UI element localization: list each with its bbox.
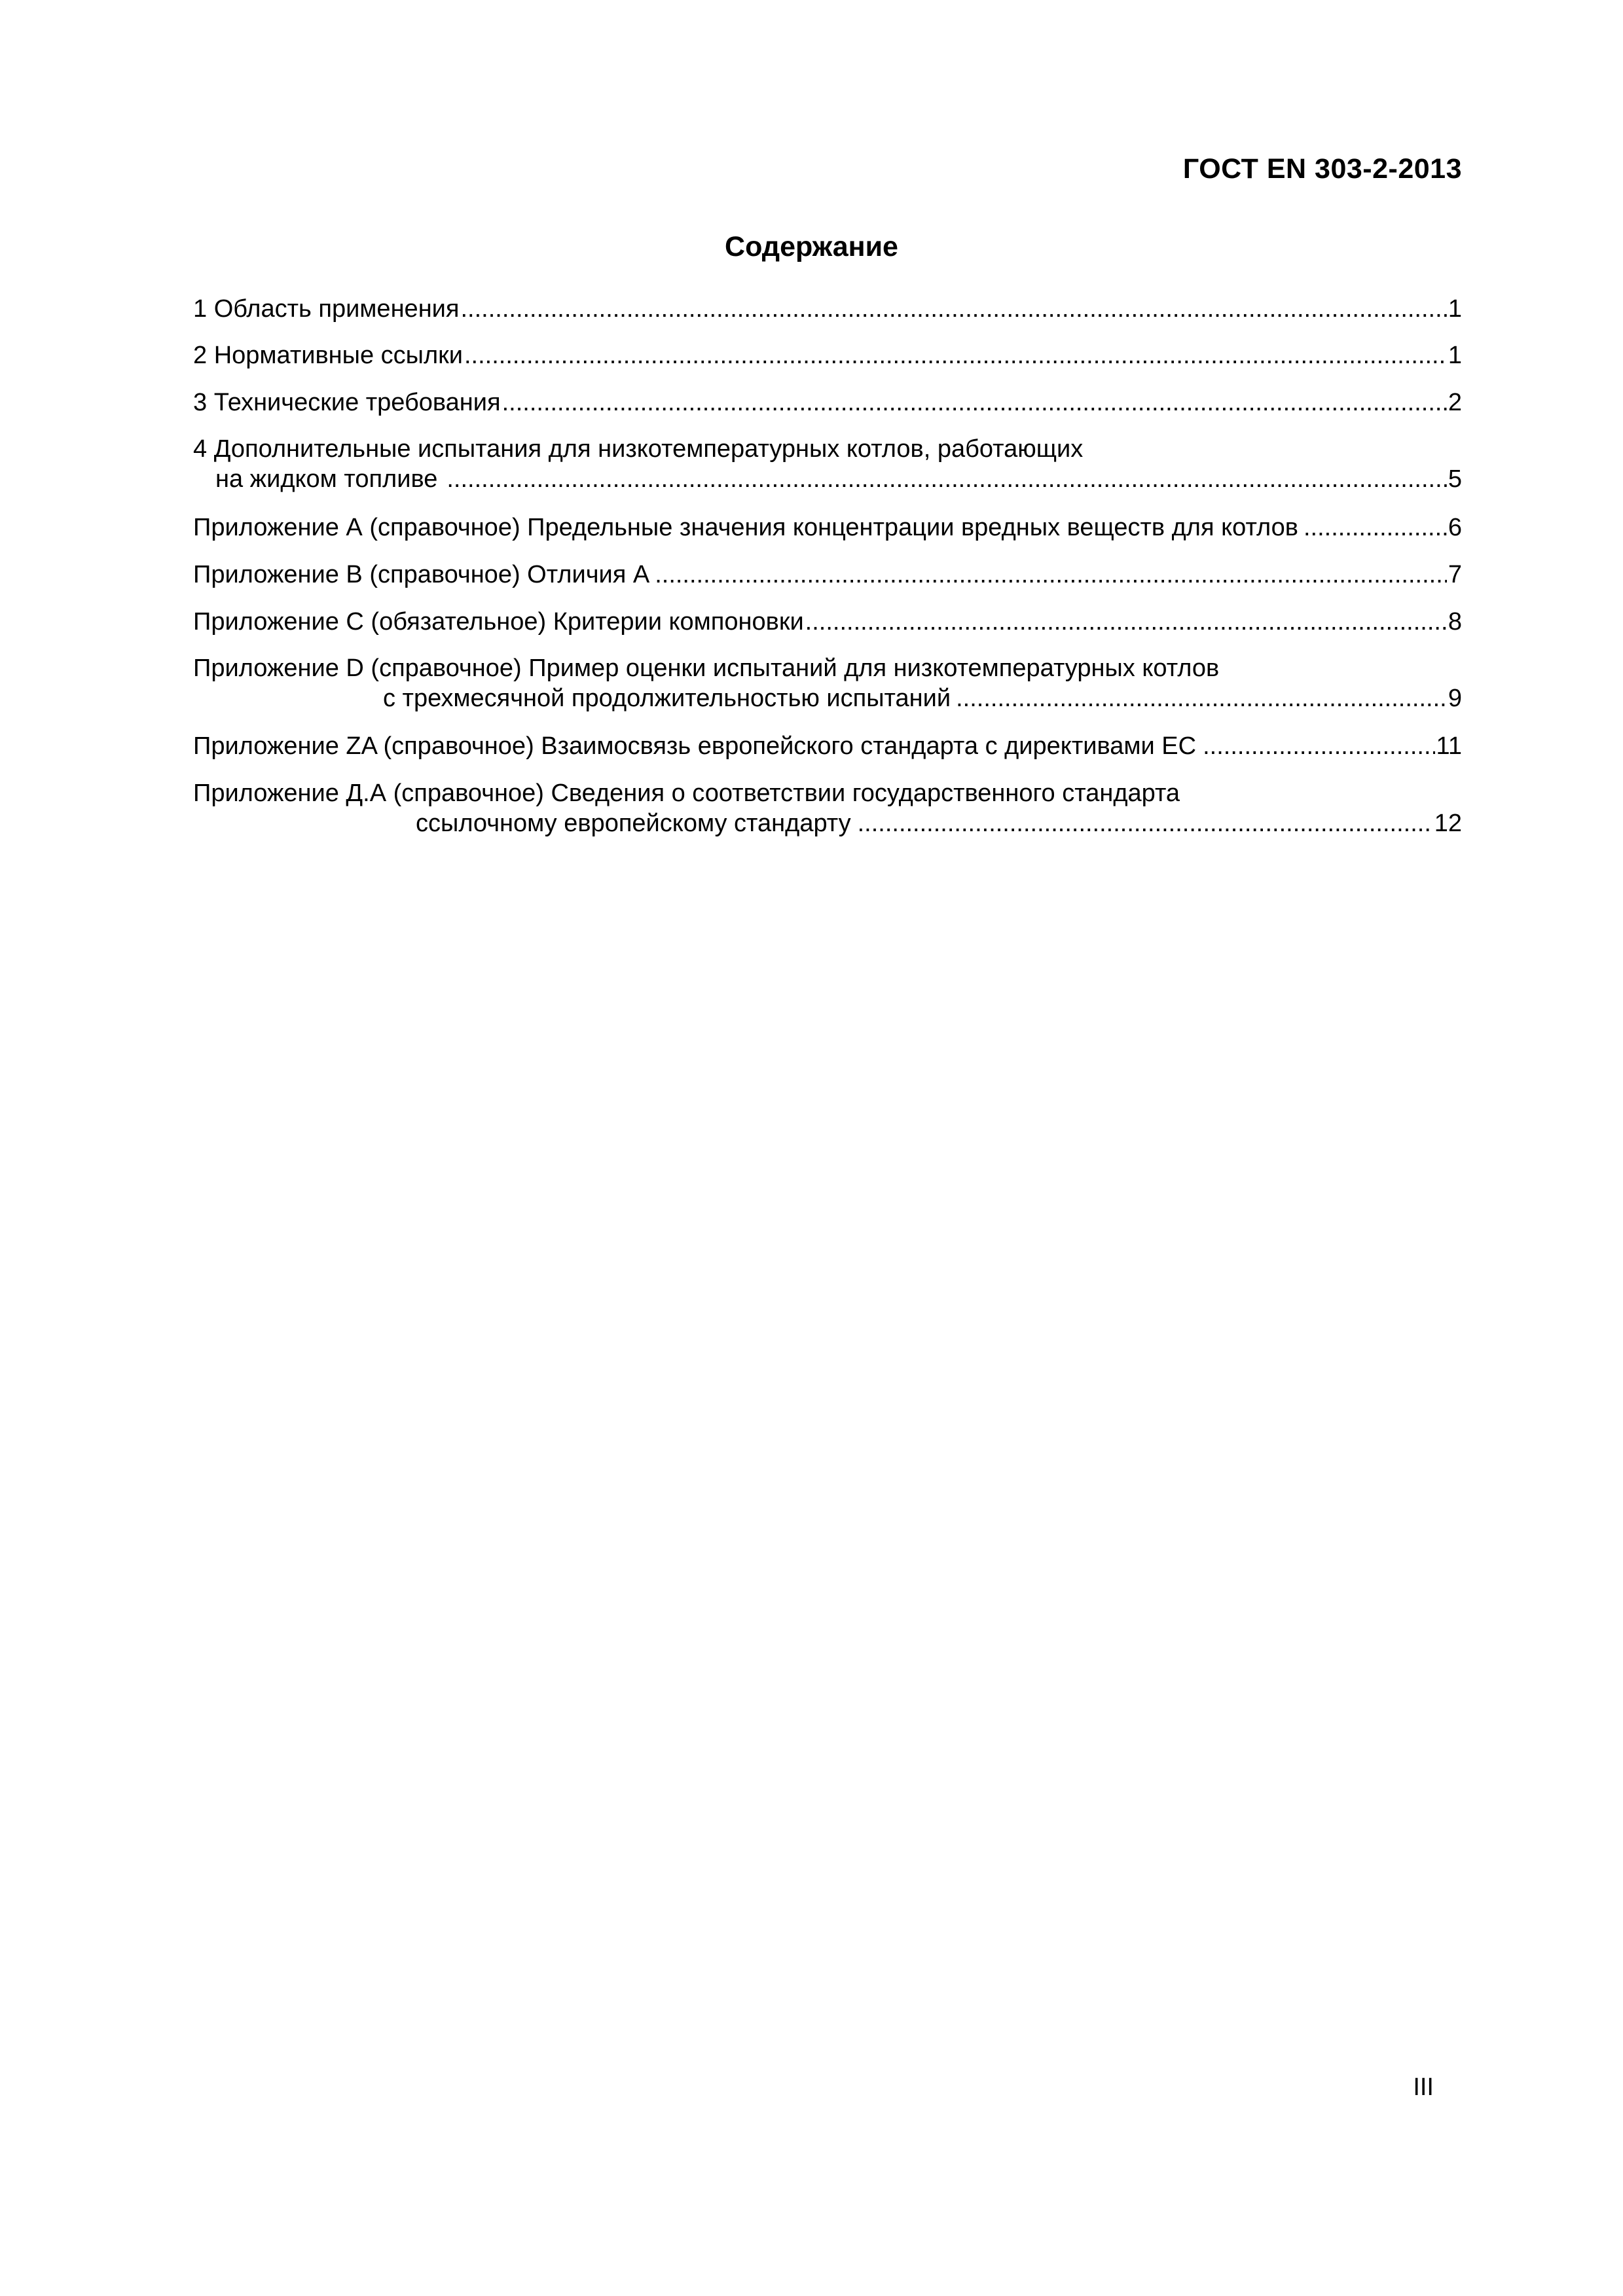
- toc-entry-page: 12: [1434, 810, 1462, 837]
- toc-entry-line: [193, 340, 1462, 370]
- toc-entry-title: Приложение ZA (справочное) Взаимосвязь европейского стандарта с директивами ЕС: [193, 732, 1197, 760]
- toc-entry-page: 7: [1448, 561, 1462, 588]
- toc-entry-title-line1: Приложение D (справочное) Пример оценки испытаний для низкотемпературных котлов: [193, 655, 1220, 682]
- toc-entry-title: Приложение С (обязательное) Критерии компоновки: [193, 608, 804, 636]
- toc-dot-leader: [805, 607, 1447, 637]
- toc-entry-line: [193, 607, 1462, 637]
- toc-entry-page: 8: [1448, 608, 1462, 636]
- toc-entry[interactable]: [193, 294, 1462, 324]
- toc-title: Содержание: [725, 231, 898, 262]
- toc-entry-line: [193, 808, 1462, 838]
- toc-dot-leader: [858, 808, 1433, 838]
- toc-entry-line: [193, 512, 1462, 543]
- toc-entry[interactable]: [193, 778, 1462, 838]
- toc-entry[interactable]: [193, 560, 1462, 590]
- toc-entry-title: Приложение В (справочное) Отличия А: [193, 561, 650, 588]
- toc-dot-leader: [1203, 731, 1434, 761]
- toc-entry[interactable]: [193, 731, 1462, 761]
- page-number: III: [1413, 2073, 1434, 2101]
- toc-entry-line: [193, 731, 1462, 761]
- toc-entry-page: 5: [1448, 465, 1462, 493]
- toc-entry-title: 3 Технические требования: [193, 389, 501, 416]
- toc-entry-title-line1: 4 Дополнительные испытания для низкотемпературных котлов, работающих: [193, 435, 1084, 463]
- toc-entry-title: на жидком топливе: [215, 465, 438, 493]
- toc-entry-page: 6: [1448, 514, 1462, 541]
- toc-entry[interactable]: [193, 340, 1462, 370]
- toc-entry-page: 1: [1448, 295, 1462, 323]
- toc-entry[interactable]: [193, 434, 1462, 494]
- toc-entry-page: 11: [1436, 732, 1462, 760]
- toc-entry[interactable]: [193, 512, 1462, 543]
- toc-entry-line: [193, 464, 1462, 494]
- toc-entry-line: [193, 560, 1462, 590]
- toc-entry-title: с трехмесячной продолжительностью испытаний: [383, 685, 951, 712]
- toc-entry-title-line1: Приложение Д.А (справочное) Сведения о соответствии государственного стандарта: [193, 780, 1180, 807]
- toc-entry-page: 1: [1448, 342, 1462, 369]
- document-code: ГОСТ EN 303-2-2013: [1182, 153, 1462, 185]
- toc-dot-leader: [956, 683, 1447, 713]
- toc-entry-title: ссылочному европейскому стандарту: [416, 810, 851, 837]
- toc-dot-leader: [460, 294, 1446, 324]
- toc-entry[interactable]: [193, 653, 1462, 713]
- toc-entry-title: Приложение А (справочное) Предельные значения концентрации вредных веществ для котлов: [193, 514, 1298, 541]
- toc-entry[interactable]: [193, 387, 1462, 418]
- toc-entry-page: 2: [1448, 389, 1462, 416]
- toc-entry-line: [193, 387, 1462, 418]
- toc-entry-page: 9: [1448, 685, 1462, 712]
- toc-dot-leader: [464, 340, 1447, 370]
- toc-dot-leader: [502, 387, 1447, 418]
- toc-dot-leader: [447, 464, 1447, 494]
- toc-entry-line: [193, 683, 1462, 713]
- toc-entry-line: [193, 294, 1462, 324]
- toc-entry[interactable]: [193, 607, 1462, 637]
- toc-dot-leader: [655, 560, 1447, 590]
- toc-entry-title: 2 Нормативные ссылки: [193, 342, 463, 369]
- toc-entry-title: 1 Область применения: [193, 295, 460, 323]
- toc-dot-leader: [1304, 512, 1447, 543]
